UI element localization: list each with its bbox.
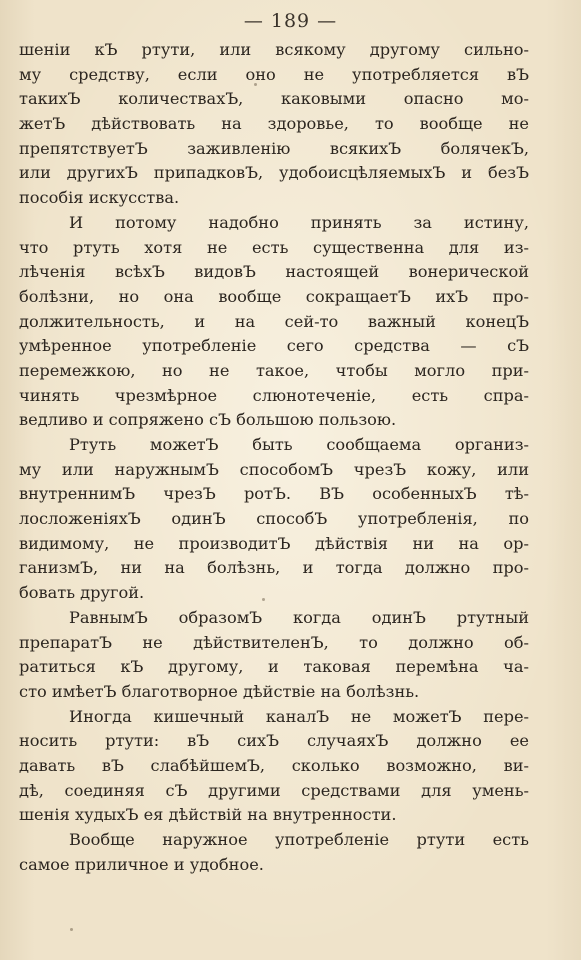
text-line: ведливо и сопряжено сЪ большою пользою. xyxy=(19,410,397,430)
text-line: лосложеніяхЪ одинЪ способЪ употребленія, по xyxy=(19,509,529,529)
text-line: перемежкою, но не такое, чтобы могло при- xyxy=(19,360,529,380)
text-line: болѣзни, но она вообще сокращаетЪ ихЪ про- xyxy=(19,286,529,306)
text-line: чинять чрезмѣрное слюнотеченіе, есть спра- xyxy=(19,385,529,405)
text-line: самое приличное и удобное. xyxy=(19,854,264,874)
paragraph-start-line: РавнымЪ образомЪ когда одинЪ ртутный xyxy=(69,607,529,627)
text-line: носить ртути: вЪ сихЪ случаяхЪ должно ее xyxy=(19,731,529,751)
text-line: жетЪ дѣйствовать на здоровье, то вообще не xyxy=(19,114,529,134)
text-line: шенія худыхЪ ея дѣйствій на внутренности. xyxy=(19,805,397,825)
text-line: лѣченія всѣхЪ видовЪ настоящей вонерической xyxy=(19,262,529,282)
page-number: — 189 — xyxy=(243,10,338,32)
paragraph-start-line: Иногда кишечный каналЪ не можетЪ пере- xyxy=(69,706,529,726)
text-line: шеніи кЪ ртути, или всякому другому сильно- xyxy=(19,40,529,59)
text-line: сто имѣетЪ благотворное дѣйствіе на болѣзнь. xyxy=(19,681,420,701)
text-line: умѣренное употребленіе сего средства — сЪ xyxy=(19,336,529,356)
body-text xyxy=(19,38,529,877)
text-line: му средству, если оно не употребляется вЪ xyxy=(19,64,529,84)
text-line: видимому, не производитЪ дѣйствія ни на ор- xyxy=(19,533,529,553)
text-line: или другихЪ припадковЪ, удобоисцѣляемыхЪ и безЪ xyxy=(19,163,529,183)
text-line: должительность, и на сей-то важный конецЪ xyxy=(19,311,529,331)
text-line: давать вЪ слабѣйшемЪ, сколько возможно, ви- xyxy=(19,755,529,775)
text-line: препаратЪ не дѣйствителенЪ, то должно об- xyxy=(19,632,529,652)
paragraph-start-line: Ртуть можетЪ быть сообщаема организ- xyxy=(69,435,529,454)
text-line: такихЪ количествахЪ, каковыми опасно мо- xyxy=(19,89,529,109)
text-line: пособія искусства. xyxy=(19,188,180,208)
paragraph-start-line: Вообще наружное употребленіе ртути есть xyxy=(69,830,529,849)
paper-speck xyxy=(70,928,73,931)
text-line: ганизмЪ, ни на болѣзнь, и тогда должно про- xyxy=(19,558,529,578)
paper-speck xyxy=(254,83,257,86)
text-line: му или наружнымЪ способомЪ чрезЪ кожу, или xyxy=(19,459,529,479)
paper-speck xyxy=(262,598,265,601)
text-line: препятствуетЪ заживленію всякихЪ болячекЪ, xyxy=(19,138,529,158)
text-line: дѣ, соединяя сЪ другими средствами для умень- xyxy=(19,780,529,800)
text-line: внутреннимЪ чрезЪ ротЪ. ВЪ особенныхЪ тѣ- xyxy=(19,484,529,504)
text-line: что ртуть хотя не есть существенна для из- xyxy=(19,237,529,257)
text-line: ратиться кЪ другому, и таковая перемѣна ча- xyxy=(19,657,529,677)
paragraph-start-line: И потому надобно принять за истину, xyxy=(69,212,529,232)
text-line: бовать другой. xyxy=(19,583,145,603)
